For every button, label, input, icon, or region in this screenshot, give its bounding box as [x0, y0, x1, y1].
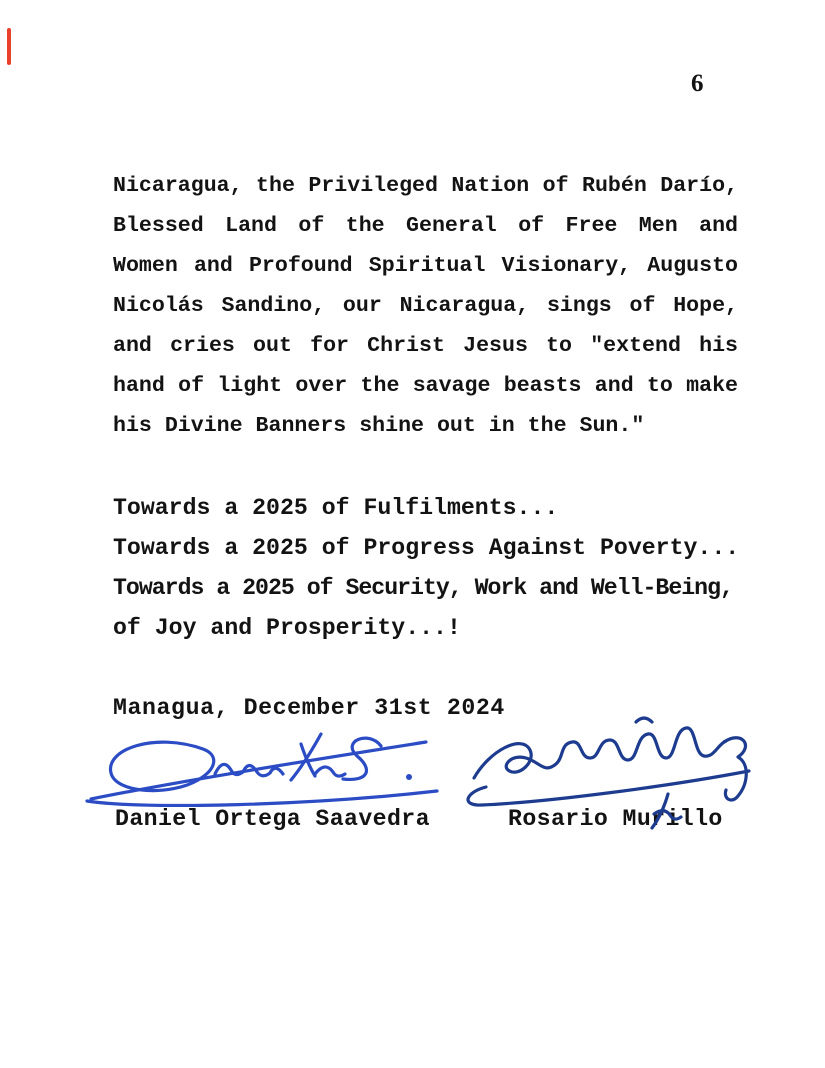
paragraph-main — [113, 166, 738, 446]
paragraph-towards-2025 — [113, 488, 793, 648]
red-margin-marker — [7, 28, 11, 65]
date-line: Managua, December 31st 2024 — [113, 695, 505, 721]
signature-rosario-murillo — [460, 714, 760, 834]
signatory-name-rosario-murillo: Rosario Murillo — [508, 806, 723, 832]
signature-daniel-ortega — [85, 722, 445, 807]
paragraph-line: Towards a 2025 of Progress Against Poverty... — [113, 535, 740, 561]
paragraph-line: Blessed Land of the General of Free Men and — [113, 214, 738, 238]
signature-dot — [406, 774, 412, 780]
paragraph-line: hand of light over the savage beasts and to make — [113, 374, 738, 398]
paragraph-line: Nicolás Sandino, our Nicaragua, sings of Hope, — [113, 294, 738, 318]
paragraph-line: Towards a 2025 of Fulfilments... — [113, 495, 559, 521]
paragraph-line: his Divine Banners shine out in the Sun." — [113, 414, 645, 438]
paragraph-line: Towards a 2025 of Security, Work and Well-Being, — [113, 575, 733, 601]
paragraph-line: Nicaragua, the Privileged Nation of Rubén Darío, — [113, 174, 738, 198]
paragraph-line: of Joy and Prosperity...! — [113, 615, 461, 641]
paragraph-line: Women and Profound Spiritual Visionary, Augusto — [113, 254, 738, 278]
page-number: 6 — [691, 70, 704, 97]
signatory-name-daniel-ortega: Daniel Ortega Saavedra — [115, 806, 430, 832]
paragraph-line: and cries out for Christ Jesus to "extend his — [113, 334, 738, 358]
